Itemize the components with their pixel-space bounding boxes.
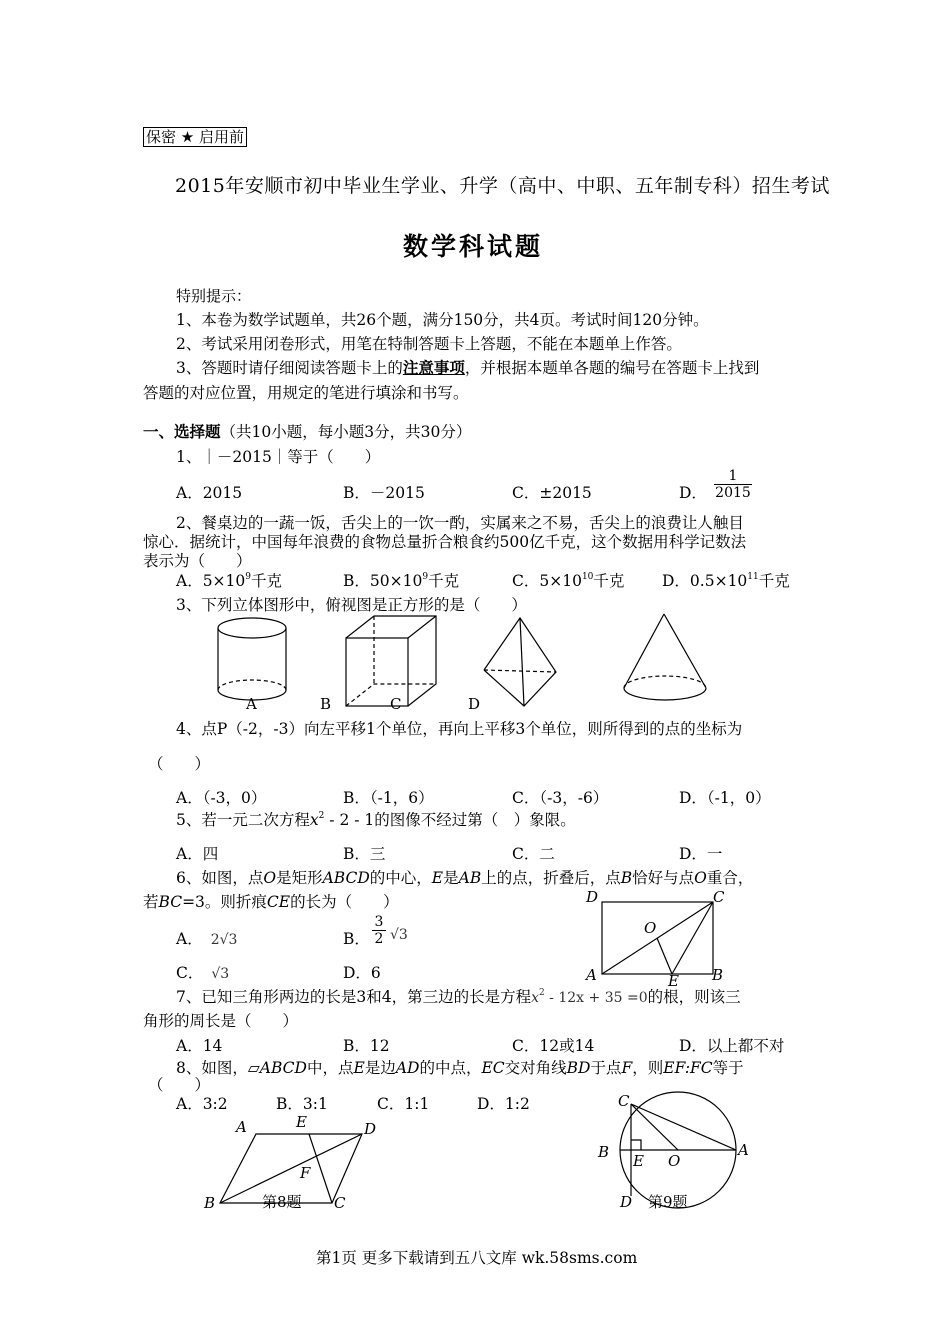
q6-fig-label-o: O	[644, 919, 657, 937]
notice-line-2: 2、考试采用闭卷形式，用笔在特制答题卡上答题，不能在本题单上作答。	[176, 335, 682, 353]
q3-label-d: D	[468, 695, 481, 713]
q2-a-exp: 9	[245, 572, 252, 582]
q6-c-value: √3	[211, 966, 230, 982]
q4-stem: 4、点P（-2，-3）向左平移1个单位，再向上平移3个单位，则所得到的点的坐标为	[176, 720, 743, 738]
q1-d-denominator: 2015	[715, 485, 751, 501]
q2-b-unit: 千克	[428, 572, 460, 590]
q2-b-exp: 9	[422, 572, 429, 582]
q7-option-a: A．14	[176, 1037, 223, 1055]
q2-option-d	[662, 569, 790, 591]
q1-d-numerator: 1	[728, 468, 738, 484]
q8-fig-caption: 第8题	[262, 1193, 302, 1211]
q3-solids-figure	[210, 610, 720, 715]
confidential-badge: 保密 ★ 启用前	[143, 127, 247, 147]
q6-b-numerator: 3	[374, 914, 384, 930]
q8-option-a: A．3:2	[176, 1095, 228, 1113]
q9-fig-label-o: O	[668, 1152, 681, 1170]
q2-option-a	[176, 569, 282, 591]
q2-c-unit: 千克	[593, 572, 625, 590]
q6-b-denominator: 2	[372, 930, 386, 947]
q5-option-d: D．一	[679, 845, 723, 863]
q9-fig-caption: 第9题	[648, 1193, 688, 1211]
q7-option-d: D．以上都不对	[679, 1037, 785, 1055]
notice-line-1: 1、本卷为数学试题单，共26个题，满分150分，共4页。考试时间120分钟。	[176, 311, 709, 329]
q3-label-c: C	[390, 695, 402, 713]
cube-shape	[346, 616, 436, 706]
page-footer: 第1页 更多下载请到五八文库 wk.58sms.com	[316, 1249, 638, 1267]
q2-b-base: B．50×10	[343, 572, 423, 590]
q3-stem: 3、下列立体图形中，俯视图是正方形的是（ ）	[176, 596, 527, 614]
q6-b-radical: √3	[390, 927, 408, 943]
q3-label-a: A	[246, 695, 257, 713]
q8-fig-label-b: B	[204, 1194, 216, 1212]
q6-line-2: 若BC=3。则折痕CE的长为（ ）	[143, 893, 399, 911]
q8-option-d: D．1:2	[477, 1095, 530, 1113]
q2-line-2: 惊心．据统计，中国每年浪费的食物总量折合粮食约500亿千克，这个数据用科学记数法	[143, 533, 747, 551]
q2-d-base: D．0.5×10	[662, 572, 748, 590]
q5-x: x	[309, 811, 319, 829]
q6-b-fraction	[372, 914, 386, 947]
q7-option-c: C．12或14	[512, 1037, 595, 1055]
section-1-note: （共10小题，每小题3分，共30分）	[220, 423, 472, 441]
q7-option-b: B．12	[343, 1037, 390, 1055]
q8-line-2: （ ）	[148, 1076, 211, 1094]
notice-line-3	[176, 356, 759, 378]
q6-rectangle-figure	[580, 888, 730, 988]
right-angle-mark	[631, 1140, 641, 1150]
q2-option-c	[512, 569, 624, 591]
q4-stem-paren: （ ）	[148, 755, 211, 773]
section-1-title	[143, 420, 471, 442]
q1-option-d-fraction	[714, 468, 752, 501]
q6-a-value: 2√3	[210, 932, 238, 948]
q6-fig-label-d: D	[586, 888, 599, 906]
q6-option-c: C． √3	[176, 964, 230, 982]
q2-line-1: 2、餐桌边的一蔬一饭，舌尖上的一饮一酌，实属来之不易，舌尖上的浪费让人触目	[176, 514, 744, 532]
q4-option-c: C．（-3，-6）	[512, 789, 609, 807]
q2-d-unit: 千克	[758, 572, 790, 590]
q8-line-1: 8、如图，▱ABCD中，点E是边AD的中点，EC交对角线BD于点F，则EF:FC等于	[176, 1059, 744, 1077]
cylinder-shape	[218, 618, 286, 700]
notice-attention-items: 注意事项	[402, 358, 465, 377]
q6-fig-label-c: C	[713, 888, 725, 906]
exam-title: 2015年安顺市初中毕业生学业、升学（高中、中职、五年制专科）招生考试	[175, 175, 830, 197]
q1-stem: 1、｜－2015｜等于（ ）	[176, 448, 381, 466]
section-1-heading: 一、选择题	[143, 423, 221, 441]
segment-ec	[309, 1134, 332, 1203]
q9-fig-label-a: A	[738, 1141, 749, 1159]
q5-option-b: B．三	[343, 845, 386, 863]
q8-parallelogram-figure	[200, 1110, 390, 1215]
q1-option-d: D．	[679, 484, 707, 502]
q9-circle-figure	[592, 1090, 762, 1215]
q9-fig-label-d: D	[620, 1193, 633, 1211]
q5-exp: 2	[318, 811, 325, 821]
subject-title: 数学科试题	[403, 232, 544, 261]
q5-option-a: A．四	[176, 845, 219, 863]
q2-d-exp: 11	[747, 572, 759, 582]
q6-line-1: 6、如图，点O是矩形ABCD的中心，E是AB上的点，折叠后，点B恰好与点O重合，	[176, 869, 754, 887]
q9-fig-label-b: B	[598, 1143, 610, 1161]
q2-a-unit: 千克	[251, 572, 283, 590]
q8-option-c: C．1:1	[377, 1095, 430, 1113]
q9-fig-label-e: E	[633, 1152, 644, 1170]
q6-fig-label-e: E	[668, 972, 679, 988]
segment-oe	[657, 938, 672, 974]
q5-stem-post: - 2 - 1的图像不经过第（ ）象限。	[324, 811, 576, 829]
cone-shape	[624, 614, 706, 700]
q9-fig-label-c: C	[618, 1092, 630, 1110]
q4-option-b: B．（-1，6）	[343, 789, 434, 807]
q5-option-c: C．二	[512, 845, 555, 863]
q6-fig-label-b: B	[712, 966, 724, 984]
q6-option-b: B．	[343, 930, 370, 948]
q6-option-d: D．6	[343, 964, 381, 982]
notice-heading: 特别提示：	[176, 287, 252, 305]
q1-option-c: C．±2015	[512, 484, 592, 502]
q4-option-d: D．（-1，0）	[679, 789, 771, 807]
q5-stem-pre: 5、若一元二次方程	[176, 811, 310, 829]
q7-line-2: 角形的周长是（ ）	[143, 1012, 299, 1030]
notice-line-4: 答题的对应位置，用规定的笔进行填涂和书写。	[143, 384, 469, 402]
notice-line-3-pre: 3、答题时请仔细阅读答题卡上的	[176, 359, 403, 377]
q8-fig-label-d: D	[364, 1120, 377, 1138]
q1-option-b: B．－2015	[343, 484, 425, 502]
pyramid-shape	[484, 618, 556, 706]
q2-option-b	[343, 569, 459, 591]
q4-option-a: A．（-3，0）	[176, 789, 267, 807]
q2-line-3: 表示为（ ）	[143, 552, 252, 570]
q3-label-b: B	[320, 695, 332, 713]
q2-c-exp: 10	[581, 572, 594, 582]
q5-stem	[176, 808, 576, 830]
q8-fig-label-e: E	[296, 1113, 307, 1131]
q2-a-base: A．5×10	[176, 572, 246, 590]
notice-line-3-post: ，并根据本题单各题的编号在答题卡上找到	[464, 359, 760, 377]
segment-co	[631, 1104, 678, 1150]
crease-ce	[672, 902, 713, 974]
q8-option-b: B．3:1	[276, 1095, 328, 1113]
q8-fig-label-f: F	[300, 1164, 311, 1182]
q2-c-base: C．5×10	[512, 572, 582, 590]
q6-fig-label-a: A	[586, 966, 597, 984]
q7-line-1: 7、已知三角形两边的长是3和4，第三边的长是方程$x^2 - 12x + 35 =0$的根，则该三	[176, 988, 741, 1006]
q6-option-a: A． 2√3	[176, 930, 238, 948]
q1-option-a: A．2015	[176, 484, 243, 502]
q8-fig-label-a: A	[236, 1118, 247, 1136]
q8-fig-label-c: C	[334, 1194, 346, 1212]
